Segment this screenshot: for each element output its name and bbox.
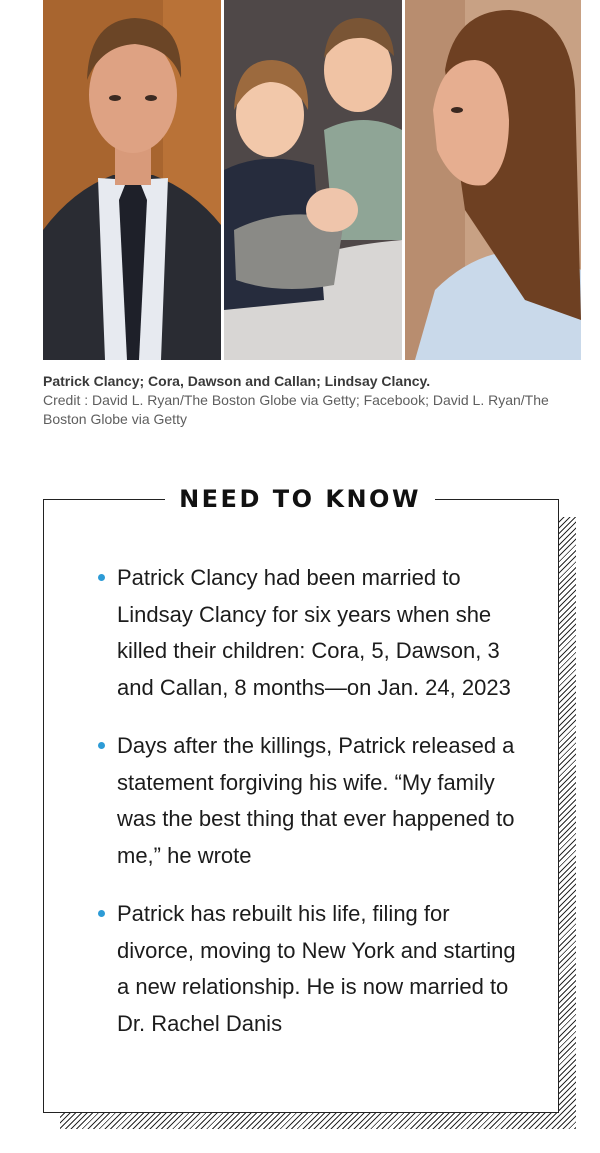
bullet-text: Days after the killings, Patrick released a statement forgiving his wife. “My family was the best thing that ever happened to me,” he wrote [117, 733, 515, 868]
bullet-dot-icon [98, 910, 105, 917]
photo-strip [43, 0, 581, 360]
caption-names: Patrick Clancy; Cora, Dawson and Callan; Lindsay Clancy. [43, 373, 431, 389]
bullet-dot-icon [98, 742, 105, 749]
photo-patrick-clancy [43, 0, 221, 360]
photo-caption [43, 372, 573, 429]
bullet-dot-icon [98, 574, 105, 581]
list-item [90, 896, 530, 1042]
caption-credit: Credit : David L. Ryan/The Boston Globe via Getty; Facebook; David L. Ryan/The Boston Globe via Getty [43, 392, 549, 427]
bullet-text: Patrick Clancy had been married to Lindsay Clancy for six years when she killed their children: Cora, 5, Dawson, 3 and Callan, 8 months—on Jan. 24, 2023 [117, 565, 511, 700]
need-to-know-list [90, 560, 530, 1042]
list-item [90, 560, 530, 706]
photo-cora-dawson-callan [224, 0, 402, 360]
need-to-know-title: NEED TO KNOW [165, 482, 435, 516]
photo-lindsay-clancy [405, 0, 581, 360]
list-item [90, 728, 530, 874]
bullet-text: Patrick has rebuilt his life, filing for divorce, moving to New York and starting a new relationship. He is now married to Dr. Rachel Danis [117, 901, 516, 1036]
